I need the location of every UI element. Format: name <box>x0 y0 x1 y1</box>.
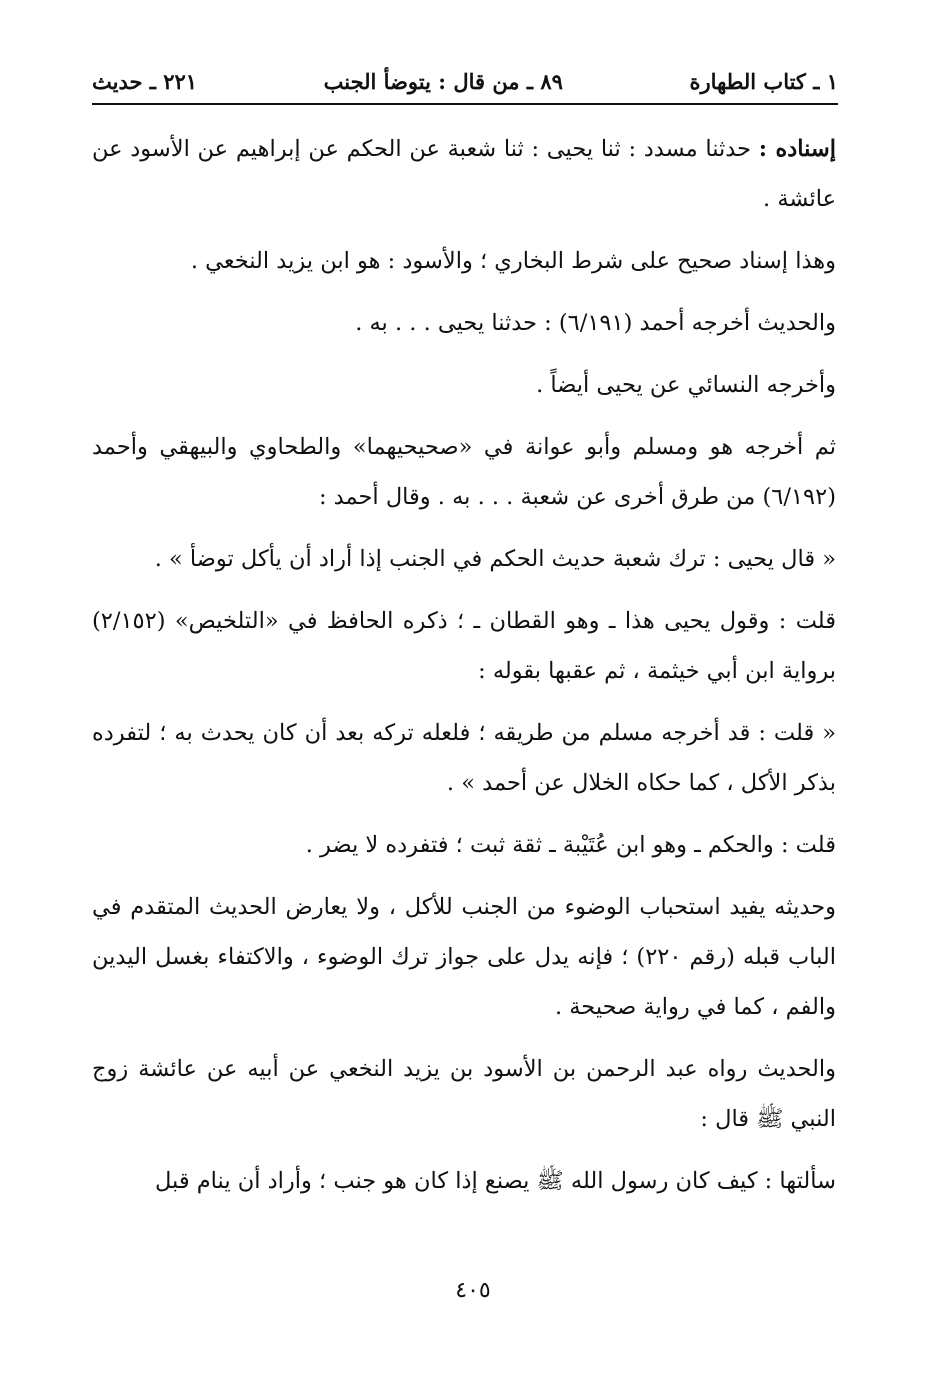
header-hadith-number: ٢٢١ ـ حديث <box>92 69 198 95</box>
paragraph-quote: « قال يحيى : ترك شعبة حديث الحكم في الجنب إذا أراد أن يأكل توضأ » . <box>154 546 836 572</box>
paragraph: وهذا إسناد صحيح على شرط البخاري ؛ والأسود : هو ابن يزيد النخعي . <box>190 248 836 274</box>
paragraph: قلت : والحكم ـ وهو ابن عُتَيْبة ـ ثقة ثبت ؛ فتفرده لا يضر . <box>305 832 836 858</box>
running-header <box>92 60 838 104</box>
paragraph: وحديثه يفيد استحباب الوضوء من الجنب للأكل ، ولا يعارض الحديث المتقدم في الباب قبله (رقم ٢٢٠) ؛ فإنه يدل على جواز ترك الوضوء ، والاكتفاء بغسل اليدين والفم ، كما في رواية صحيحة . <box>92 894 836 1020</box>
paragraph: والحديث أخرجه أحمد (٦/١٩١) : حدثنا يحيى . . . به . <box>355 310 836 336</box>
paragraph-text: حدثنا مسدد : ثنا يحيى : ثنا شعبة عن الحكم عن إبراهيم عن الأسود عن عائشة . <box>92 136 836 212</box>
paragraph-quote: « قلت : قد أخرجه مسلم من طريقه ؛ فلعله تركه بعد أن كان يحدث به ؛ لتفرده بذكر الأكل ، كما حكاه الخلال عن أحمد » . <box>92 720 836 796</box>
paragraph-lead: إسناده : <box>758 136 837 162</box>
paragraph: والحديث رواه عبد الرحمن بن الأسود بن يزيد النخعي عن أبيه عن عائشة زوج النبي ﷺ قال : <box>92 1056 836 1132</box>
header-divider <box>92 103 838 105</box>
page-number: ٤٠٥ <box>455 1278 491 1303</box>
text-body <box>92 124 836 1218</box>
paragraph: قلت : وقول يحيى هذا ـ وهو القطان ـ ؛ ذكره الحافظ في «التلخيص» (٢/١٥٢) برواية ابن أبي خيثمة ، ثم عقبها بقوله : <box>92 608 836 684</box>
paragraph: ثم أخرجه هو ومسلم وأبو عوانة في «صحيحيهما» والطحاوي والبيهقي وأحمد (٦/١٩٢) من طرق أخرى عن شعبة . . . به . وقال أحمد : <box>92 434 836 510</box>
paragraph-isnad <box>92 124 836 224</box>
paragraph: وأخرجه النسائي عن يحيى أيضاً . <box>536 372 836 398</box>
header-chapter-title: ٨٩ ـ من قال : يتوضأ الجنب <box>323 69 563 95</box>
header-book-title: ١ ـ كتاب الطهارة <box>689 69 838 95</box>
paragraph: سألتها : كيف كان رسول الله ﷺ يصنع إذا كان هو جنب ؛ وأراد أن ينام قبل <box>155 1168 836 1194</box>
